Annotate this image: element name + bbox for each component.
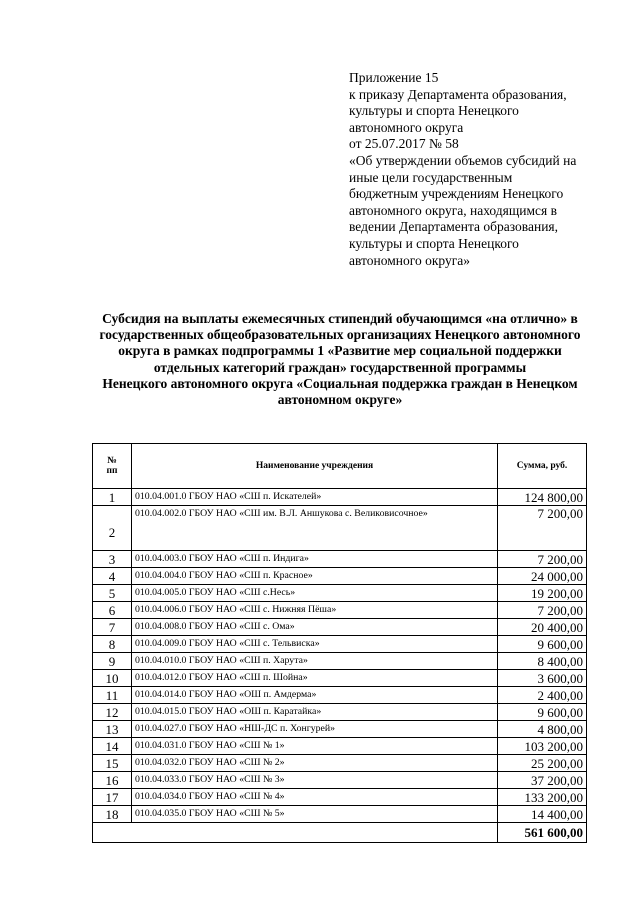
row-institution: 010.04.031.0 ГБОУ НАО «СШ № 1»	[132, 738, 498, 755]
appendix-block	[349, 70, 619, 269]
title-line: Субсидия на выплаты ежемесячных стипендий обучающимся «на отлично» в	[102, 311, 578, 326]
row-institution: 010.04.032.0 ГБОУ НАО «СШ № 2»	[132, 755, 498, 772]
document-title	[70, 311, 610, 408]
table-row	[93, 721, 587, 738]
appendix-line: культуры и спорта Ненецкого	[349, 103, 519, 119]
appendix-line: иные цели государственным	[349, 169, 513, 185]
table-row	[93, 585, 587, 602]
row-amount: 9 600,00	[498, 704, 587, 721]
row-institution: 010.04.009.0 ГБОУ НАО «СШ с. Тельвиска»	[132, 636, 498, 653]
row-institution: 010.04.008.0 ГБОУ НАО «СШ с. Ома»	[132, 619, 498, 636]
appendix-line: к приказу Департамента образования,	[349, 86, 567, 102]
table-row	[93, 506, 587, 551]
row-amount: 7 200,00	[498, 602, 587, 619]
row-institution: 010.04.003.0 ГБОУ НАО «СШ п. Индига»	[132, 551, 498, 568]
row-number: 15	[93, 755, 132, 772]
row-number: 1	[93, 489, 132, 506]
table-row	[93, 755, 587, 772]
appendix-line: Приложение 15	[349, 70, 439, 85]
title-line: отдельных категорий граждан» государственной программы	[153, 359, 527, 375]
header-number	[93, 444, 132, 489]
row-institution: 010.04.033.0 ГБОУ НАО «СШ № 3»	[132, 772, 498, 789]
appendix-line: автономного округа»	[349, 252, 470, 268]
row-number: 13	[93, 721, 132, 738]
table-row	[93, 687, 587, 704]
appendix-line: от 25.07.2017 № 58	[349, 136, 459, 152]
row-institution: 010.04.010.0 ГБОУ НАО «СШ п. Харута»	[132, 653, 498, 670]
title-line: округа в рамках подпрограммы 1 «Развитие мер социальной поддержки	[118, 343, 562, 359]
row-amount: 103 200,00	[498, 738, 587, 755]
row-institution: 010.04.012.0 ГБОУ НАО «СШ п. Шойна»	[132, 670, 498, 687]
row-number: 3	[93, 551, 132, 568]
table-row	[93, 602, 587, 619]
subsidy-table	[92, 443, 587, 843]
row-number: 11	[93, 687, 132, 704]
table-row	[93, 704, 587, 721]
row-institution: 010.04.015.0 ГБОУ НАО «ОШ п. Каратайка»	[132, 704, 498, 721]
row-number: 14	[93, 738, 132, 755]
appendix-line: бюджетным учреждениям Ненецкого	[349, 186, 564, 202]
row-amount: 3 600,00	[498, 670, 587, 687]
row-amount: 2 400,00	[498, 687, 587, 704]
row-institution: 010.04.001.0 ГБОУ НАО «СШ п. Искателей»	[132, 489, 498, 506]
table-row	[93, 551, 587, 568]
row-amount: 4 800,00	[498, 721, 587, 738]
appendix-line: культуры и спорта Ненецкого	[349, 235, 519, 251]
row-number: 4	[93, 568, 132, 585]
row-amount: 37 200,00	[498, 772, 587, 789]
appendix-line: автономного округа, находящимся в	[349, 202, 557, 218]
row-number: 18	[93, 806, 132, 823]
total-amount: 561 600,00	[498, 823, 587, 843]
title-line: Ненецкого автономного округа «Социальная поддержка граждан в Ненецком	[102, 375, 578, 391]
row-institution: 010.04.005.0 ГБОУ НАО «СШ с.Несь»	[132, 585, 498, 602]
appendix-line: ведении Департамента образования,	[349, 219, 559, 235]
row-amount: 14 400,00	[498, 806, 587, 823]
row-number: 16	[93, 772, 132, 789]
row-institution: 010.04.035.0 ГБОУ НАО «СШ № 5»	[132, 806, 498, 823]
row-amount: 19 200,00	[498, 585, 587, 602]
row-number: 10	[93, 670, 132, 687]
row-institution: 010.04.006.0 ГБОУ НАО «СШ с. Нижняя Пёша»	[132, 602, 498, 619]
table-row	[93, 806, 587, 823]
appendix-line: автономного округа	[349, 119, 464, 135]
table-row	[93, 670, 587, 687]
table-row	[93, 568, 587, 585]
title-line: государственных общеобразовательных организациях Ненецкого автономного	[99, 327, 581, 343]
row-number: 2	[93, 506, 132, 551]
row-amount: 8 400,00	[498, 653, 587, 670]
table-row	[93, 489, 587, 506]
header-amount: Сумма, руб.	[498, 444, 587, 489]
row-number: 9	[93, 653, 132, 670]
table-header-row	[93, 444, 587, 489]
row-institution: 010.04.004.0 ГБОУ НАО «СШ п. Красное»	[132, 568, 498, 585]
row-number: 6	[93, 602, 132, 619]
row-number: 12	[93, 704, 132, 721]
table-row	[93, 738, 587, 755]
row-institution: 010.04.034.0 ГБОУ НАО «СШ № 4»	[132, 789, 498, 806]
row-amount: 7 200,00	[498, 506, 587, 551]
total-label-cell	[93, 823, 498, 843]
header-number-symbol: №	[107, 456, 117, 466]
table-row	[93, 789, 587, 806]
row-amount: 7 200,00	[498, 551, 587, 568]
row-amount: 9 600,00	[498, 636, 587, 653]
row-amount: 25 200,00	[498, 755, 587, 772]
row-amount: 124 800,00	[498, 489, 587, 506]
table-row	[93, 653, 587, 670]
row-amount: 24 000,00	[498, 568, 587, 585]
row-amount: 133 200,00	[498, 789, 587, 806]
row-number: 17	[93, 789, 132, 806]
row-number: 5	[93, 585, 132, 602]
row-institution: 010.04.027.0 ГБОУ НАО «НШ-ДС п. Хонгурей»	[132, 721, 498, 738]
table-row	[93, 772, 587, 789]
total-row	[93, 823, 587, 843]
title-line: автономном округе»	[277, 392, 403, 408]
row-institution: 010.04.002.0 ГБОУ НАО «СШ им. В.Л. Аншукова с. Великовисочное»	[132, 506, 498, 551]
header-institution: Наименование учреждения	[132, 444, 498, 489]
header-number-abbrev: пп	[106, 466, 118, 476]
row-institution: 010.04.014.0 ГБОУ НАО «ОШ п. Амдерма»	[132, 687, 498, 704]
row-number: 8	[93, 636, 132, 653]
row-number: 7	[93, 619, 132, 636]
table-row	[93, 619, 587, 636]
appendix-line: «Об утверждении объемов субсидий на	[349, 152, 577, 168]
table-row	[93, 636, 587, 653]
row-amount: 20 400,00	[498, 619, 587, 636]
